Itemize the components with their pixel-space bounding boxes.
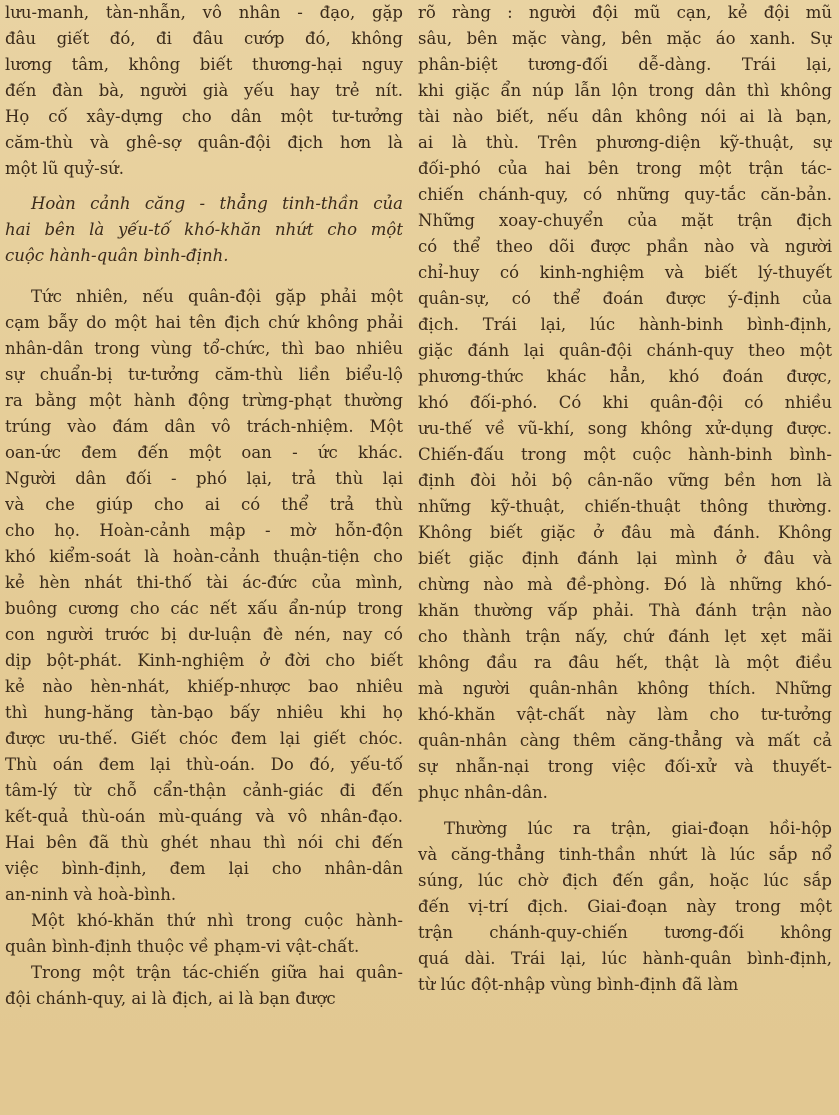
paragraph-left-4 xyxy=(5,960,403,1012)
text-line: con người trước bị dư-luận đè nén, nay có xyxy=(5,625,403,644)
paragraph-left-3 xyxy=(5,908,403,960)
text-line: đến vị-trí địch. Giai-đoạn này trong một xyxy=(418,897,832,916)
text-line: không đầu ra đâu hết, thật là một điều xyxy=(418,653,832,672)
text-line: chừng nào mà đề-phòng. Đó là những khó- xyxy=(418,575,832,594)
text-line: sự nhẫn-nại trong việc đối-xử và thuyết- xyxy=(418,757,832,776)
text-line: ai là thù. Trên phương-diện kỹ-thuật, sự xyxy=(418,133,832,152)
text-line: định đòi hỏi bộ cân-não vững bền hơn là xyxy=(418,471,832,490)
paragraph-right-1 xyxy=(418,0,832,806)
text-line: thì hung-hăng tàn-bạo bấy nhiêu khi họ xyxy=(5,703,403,722)
text-line: kẻ hèn nhát thi-thố tài ác-đức của mình, xyxy=(5,573,403,592)
text-line: Chiến-đấu trong một cuộc hành-binh bình- xyxy=(418,445,832,464)
text-line: khó đối-phó. Có khi quân-đội có nhiều xyxy=(418,393,832,412)
text-line: những kỹ-thuật, chiến-thuật thông thường. xyxy=(418,497,832,516)
text-line: biết giặc định đánh lại mình ở đâu và xyxy=(418,549,832,568)
text-line: căm-thù và ghê-sợ quân-đội địch hơn là xyxy=(5,133,403,152)
text-line: Tức nhiên, nếu quân-đội gặp phải một xyxy=(31,287,403,306)
text-line: cạm bẫy do một hai tên địch chứ không phải xyxy=(5,313,403,332)
text-line: Thù oán đem lại thù-oán. Do đó, yếu-tố xyxy=(5,755,403,774)
text-line: cuộc hành-quân bình-định. xyxy=(5,246,229,265)
text-line: quá dài. Trái lại, lúc hành-quân bình-định, xyxy=(418,949,832,968)
text-line: sâu, bên mặc vàng, bên mặc áo xanh. Sự xyxy=(418,29,832,48)
text-line: tâm-lý từ chỗ cẩn-thận cảnh-giác đi đến xyxy=(5,781,403,800)
text-line: cho họ. Hoàn-cảnh mập - mờ hỗn-độn xyxy=(5,521,403,540)
text-line: phương-thức khác hẳn, khó đoán được, xyxy=(418,367,832,386)
text-line: phân-biệt tương-đối dễ-dàng. Trái lại, xyxy=(418,55,832,74)
text-line: buông cương cho các nết xấu ẩn-núp trong xyxy=(5,599,403,618)
text-line: ra bằng một hành động trừng-phạt thường xyxy=(5,391,403,410)
text-line: việc bình-định, đem lại cho nhân-dân xyxy=(5,859,403,878)
text-line: ưu-thế về vũ-khí, song không xử-dụng được. xyxy=(418,419,832,438)
text-line: một lũ quỷ-sứ. xyxy=(5,159,125,178)
text-line: và che giúp cho ai có thể trả thù xyxy=(5,495,403,514)
text-line: phục nhân-dân. xyxy=(418,783,548,802)
text-line: đội chánh-quy, ai là địch, ai là bạn được xyxy=(5,989,336,1008)
text-line: chỉ-huy có kinh-nghiệm và biết lý-thuyết xyxy=(418,263,832,282)
text-line: Trong một trận tác-chiến giữa hai quân- xyxy=(31,963,403,982)
text-line: Không biết giặc ở đâu mà đánh. Không xyxy=(418,523,832,542)
text-line: Họ cố xây-dựng cho dân một tư-tưởng xyxy=(5,107,403,126)
text-line: sự chuẩn-bị tư-tưởng căm-thù liền biểu-lộ xyxy=(5,365,403,384)
text-line: kẻ nào hèn-nhát, khiếp-nhược bao nhiêu xyxy=(5,677,403,696)
text-line: rõ ràng : người đội mũ cạn, kẻ đội mũ xyxy=(418,3,832,22)
text-line: Thường lúc ra trận, giai-đoạn hồi-hộp xyxy=(444,819,832,838)
text-line: súng, lúc chờ địch đến gần, hoặc lúc sắp xyxy=(418,871,832,890)
text-line: nhân-dân trong vùng tổ-chức, thì bao nhiêu xyxy=(5,339,403,358)
text-line: quân bình-định thuộc về phạm-vi vật-chất. xyxy=(5,937,360,956)
text-line: khi giặc ẩn núp lẫn lộn trong dân thì không xyxy=(418,81,832,100)
text-line: dịp bột-phát. Kinh-nghiệm ở đời cho biết xyxy=(5,651,403,670)
paragraph-right-2 xyxy=(418,816,832,998)
section-heading xyxy=(5,191,403,269)
text-line: cho thành trận nấy, chứ đánh lẹt xẹt mãi xyxy=(418,627,832,646)
text-line: được ưu-thế. Giết chóc đem lại giết chóc. xyxy=(5,729,403,748)
text-line: có thể theo dõi được phần nào và người xyxy=(418,237,832,256)
text-line: địch. Trái lại, lúc hành-binh bình-định, xyxy=(418,315,832,334)
left-column xyxy=(5,0,403,1012)
paragraph-left-2 xyxy=(5,284,403,908)
text-line: chiến chánh-quy, có những quy-tắc căn-bản. xyxy=(418,185,832,204)
text-line: Một khó-khăn thứ nhì trong cuộc hành- xyxy=(31,911,403,930)
text-line: đối-phó của hai bên trong một trận tác- xyxy=(418,159,832,178)
text-line: đâu giết đó, đi đâu cướp đó, không xyxy=(5,29,403,48)
text-line: đến đàn bà, người già yếu hay trẻ nít. xyxy=(5,81,403,100)
paragraph-left-1 xyxy=(5,0,403,182)
text-line: Những xoay-chuyển của mặt trận địch xyxy=(418,211,832,230)
text-line: trúng vào đám dân vô trách-nhiệm. Một xyxy=(5,417,403,436)
text-line: và căng-thẳng tinh-thần nhứt là lúc sắp nổ xyxy=(418,845,832,864)
right-column xyxy=(418,0,832,998)
text-line: Người dân đối - phó lại, trả thù lại xyxy=(5,469,403,488)
text-line: oan-ức đem đến một oan - ức khác. xyxy=(5,443,403,462)
text-line: lưu-manh, tàn-nhẫn, vô nhân - đạo, gặp xyxy=(5,3,403,22)
text-line: mà người quân-nhân không thích. Những xyxy=(418,679,832,698)
text-line: khó-khăn vật-chất này làm cho tư-tưởng xyxy=(418,705,832,724)
text-line: quân-nhân càng thêm căng-thẳng và mất cả xyxy=(418,731,832,750)
text-line: an-ninh và hoà-bình. xyxy=(5,885,177,904)
text-line: Hoàn cảnh căng - thẳng tinh-thần của xyxy=(31,194,403,213)
text-line: khó kiểm-soát là hoàn-cảnh thuận-tiện cho xyxy=(5,547,403,566)
text-line: hai bên là yếu-tố khó-khăn nhứt cho một xyxy=(5,220,403,239)
text-line: quân-sự, có thể đoán được ý-định của xyxy=(418,289,832,308)
text-line: giặc đánh lại quân-đội chánh-quy theo một xyxy=(418,341,832,360)
text-line: khăn thường vấp phải. Thà đánh trận nào xyxy=(418,601,832,620)
text-line: từ lúc đột-nhập vùng bình-định đã làm xyxy=(418,975,739,994)
text-line: tài nào biết, nếu dân không nói ai là bạn, xyxy=(418,107,832,126)
text-line: kết-quả thù-oán mù-quáng và vô nhân-đạo. xyxy=(5,807,403,826)
text-line: Hai bên đã thù ghét nhau thì nói chi đến xyxy=(5,833,403,852)
text-line: trận chánh-quy-chiến tương-đối không xyxy=(418,923,832,942)
text-line: lương tâm, không biết thương-hại nguy xyxy=(5,55,403,74)
